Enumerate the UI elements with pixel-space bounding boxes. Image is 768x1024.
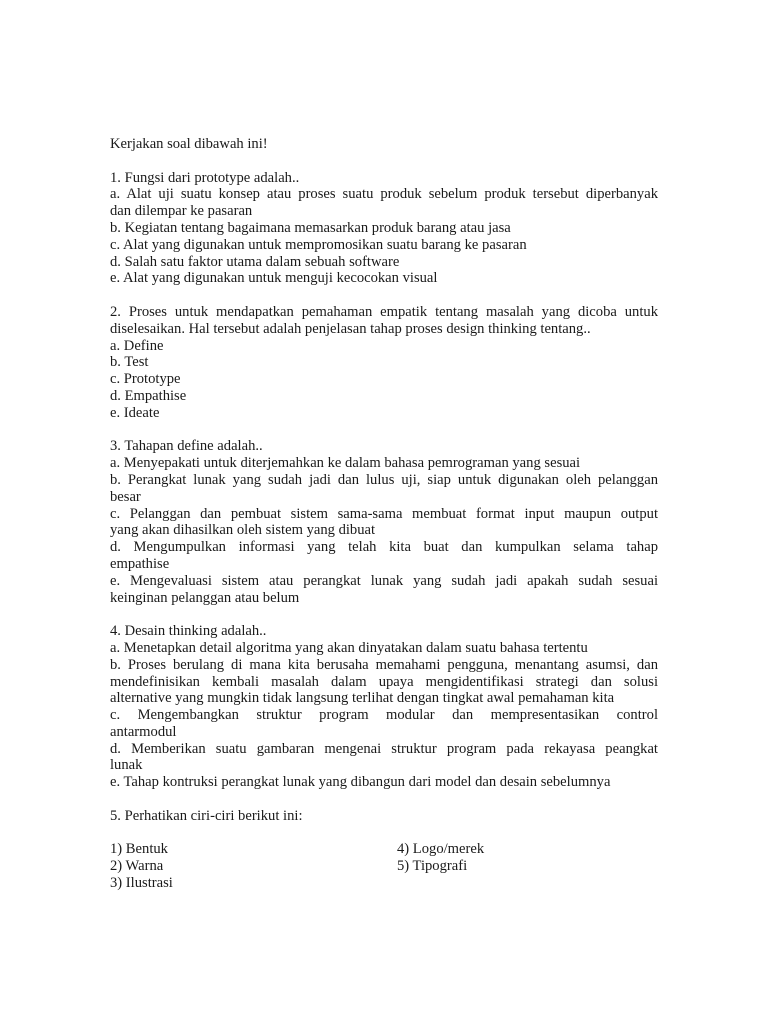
question-list: [110, 170, 658, 842]
feature-item: 2) Warna: [110, 858, 164, 875]
spacer: [110, 606, 658, 623]
answer-option: c. Alat yang digunakan untuk mempromosikan suatu barang ke pasaran: [110, 236, 527, 253]
spacer: [110, 422, 658, 439]
answer-option: antarmodul: [110, 723, 177, 740]
answer-option: d. Empathise: [110, 387, 187, 404]
answer-option: d. Memberikan suatu gambaran mengenai struktur program pada rekayasa peangkat: [110, 740, 658, 757]
question-stem: 3. Tahapan define adalah..: [110, 438, 263, 455]
question-block: [110, 438, 658, 606]
answer-option: empathise: [110, 555, 170, 572]
answer-option: besar: [110, 488, 141, 505]
question-block: [110, 808, 658, 825]
feature-row: [110, 858, 658, 875]
answer-option: mendefinisikan kembali masalah dalam upaya mengidentifikasi strategi dan solusi: [110, 673, 658, 690]
answer-option: b. Perangkat lunak yang sudah jadi dan lulus uji, siap untuk digunakan oleh pelanggan: [110, 471, 658, 488]
answer-option: b. Test: [110, 354, 149, 371]
answer-option: alternative yang mungkin tidak langsung terlihat dengan tingkat awal pemahaman kita: [110, 690, 615, 707]
answer-option: c. Pelanggan dan pembuat sistem sama-sama membuat format input maupun output: [110, 505, 658, 522]
answer-option: a. Define: [110, 337, 164, 354]
answer-option: keinginan pelanggan atau belum: [110, 589, 300, 606]
feature-item: 5) Tipografi: [397, 858, 468, 875]
spacer: [110, 791, 658, 808]
answer-option: b. Kegiatan tentang bagaimana memasarkan produk barang atau jasa: [110, 219, 511, 236]
answer-option: a. Menetapkan detail algoritma yang akan dinyatakan dalam suatu bahasa tertentu: [110, 639, 588, 656]
answer-option: a. Menyepakati untuk diterjemahkan ke dalam bahasa pemrograman yang sesuai: [110, 455, 581, 472]
feature-item: 4) Logo/merek: [397, 841, 485, 858]
spacer: [110, 153, 658, 170]
answer-option: yang akan dihasilkan oleh sistem yang dibuat: [110, 522, 376, 539]
question-block: [110, 304, 658, 422]
spacer: [110, 825, 658, 842]
answer-option: b. Proses berulang di mana kita berusaha memahami pengguna, menantang asumsi, dan: [110, 656, 658, 673]
feature-item: 3) Ilustrasi: [110, 875, 173, 892]
document-page: [110, 136, 658, 892]
answer-option: a. Alat uji suatu konsep atau proses suatu produk sebelum produk tersebut diperbanyak: [110, 186, 658, 203]
answer-option: d. Mengumpulkan informasi yang telah kita buat dan kumpulkan selama tahap: [110, 539, 658, 556]
feature-row: [110, 841, 658, 858]
spacer: [110, 287, 658, 304]
question-stem: diselesaikan. Hal tersebut adalah penjelasan tahap proses design thinking tentang..: [110, 320, 591, 337]
instruction-text: Kerjakan soal dibawah ini!: [110, 136, 268, 152]
answer-option: dan dilempar ke pasaran: [110, 203, 253, 220]
answer-option: e. Mengevaluasi sistem atau perangkat lunak yang sudah jadi apakah sudah sesuai: [110, 572, 658, 589]
question-block: [110, 623, 658, 791]
answer-option: e. Alat yang digunakan untuk menguji kecocokan visual: [110, 270, 438, 287]
question-block: [110, 170, 658, 288]
answer-option: lunak: [110, 757, 143, 774]
question-stem: 4. Desain thinking adalah..: [110, 623, 267, 640]
answer-option: d. Salah satu faktor utama dalam sebuah software: [110, 253, 400, 270]
question-stem: 5. Perhatikan ciri-ciri berikut ini:: [110, 807, 303, 824]
feature-row: [110, 875, 658, 892]
question-stem: 2. Proses untuk mendapatkan pemahaman empatik tentang masalah yang dicoba untuk: [110, 303, 658, 320]
answer-option: c. Mengembangkan struktur program modular dan mempresentasikan control: [110, 707, 658, 724]
question-stem: 1. Fungsi dari prototype adalah..: [110, 169, 300, 186]
answer-option: e. Tahap kontruksi perangkat lunak yang dibangun dari model dan desain sebelumnya: [110, 774, 611, 791]
answer-option: c. Prototype: [110, 371, 181, 388]
answer-option: e. Ideate: [110, 404, 160, 421]
feature-item: 1) Bentuk: [110, 841, 168, 858]
feature-list: [110, 841, 658, 891]
